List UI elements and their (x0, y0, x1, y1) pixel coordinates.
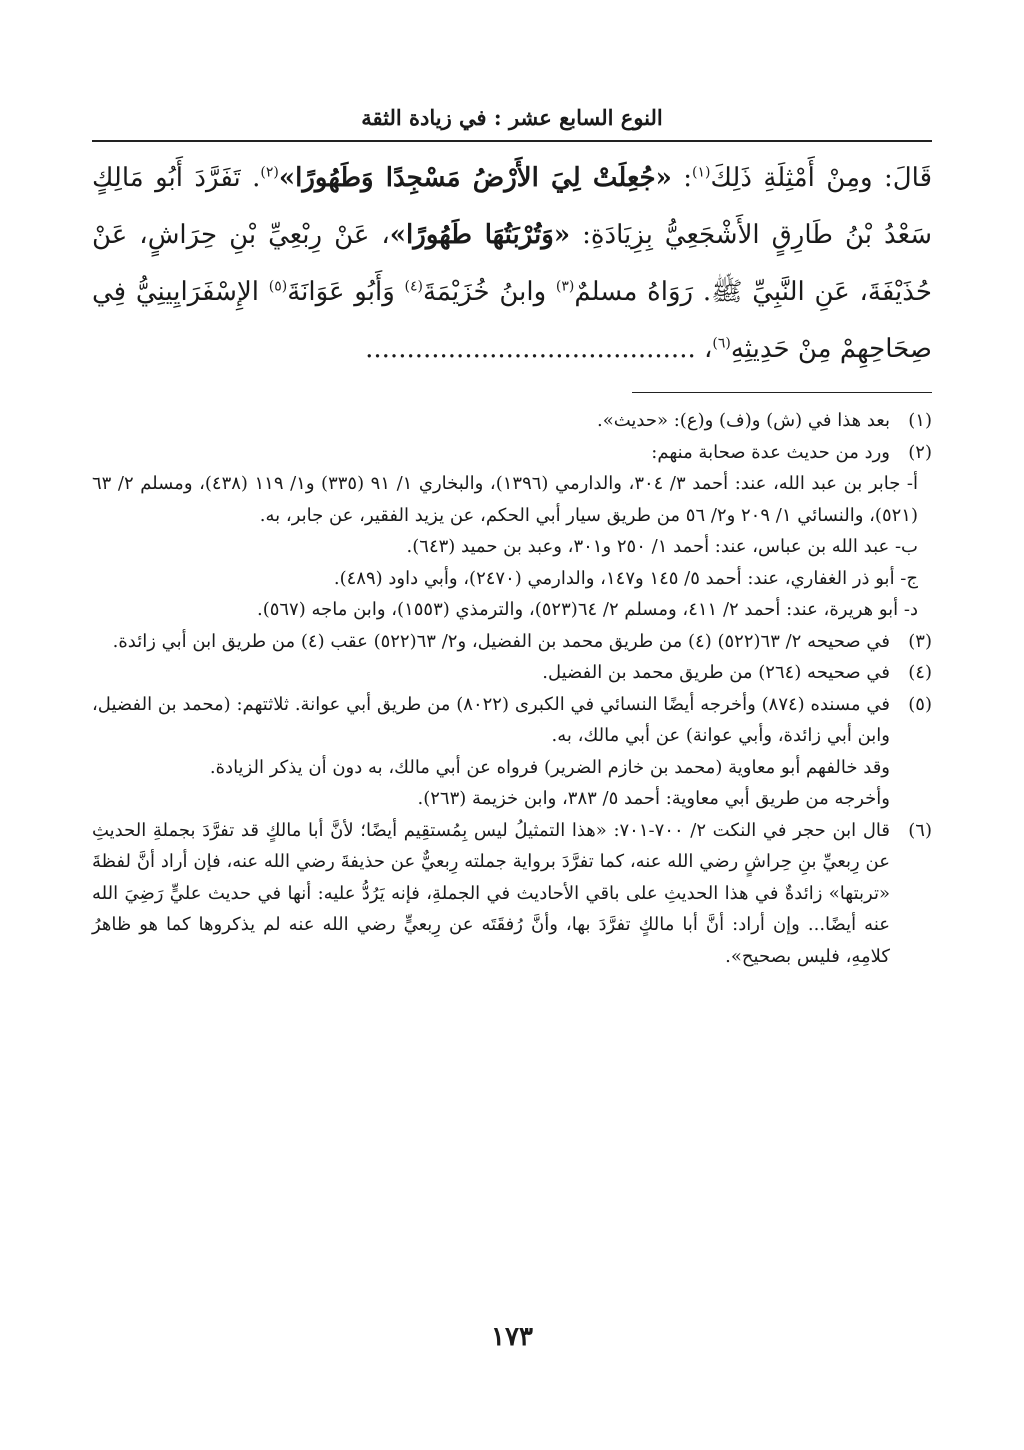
page-number: ١٧٣ (491, 1322, 533, 1352)
footnote-marker[interactable]: (٣) (555, 278, 575, 295)
footnote-marker[interactable]: (٢) (260, 164, 279, 181)
footnote-2-item-d: د- أبو هريرة، عند: أحمد ٢/ ٤١١، ومسلم ٢/ ٦٤(٥٢٣)، والترمذي (١٥٥٣)، وابن ماجه (٥٦٧). (256, 599, 918, 620)
footnote-3 (92, 626, 932, 658)
footnote-2 (92, 437, 932, 469)
footnote-marker[interactable]: (١) (692, 164, 711, 181)
footnote-4 (92, 657, 932, 689)
footnote-6 (92, 815, 932, 973)
footnote-number: (٣) (908, 630, 932, 652)
footnote-number: (١) (908, 410, 932, 431)
footnote-2-item-b: ب- عبد الله بن عباس، عند: أحمد ١/ ٢٥٠ و٣٠١، وعبد بن حميد (٦٤٣). (406, 536, 918, 557)
main-text-segment: : (671, 163, 693, 193)
footnote-number: (٢) (908, 441, 932, 463)
footnote-number: (٦) (908, 819, 932, 841)
hadith-quote: «وَتُرْبَتُهَا طَهُورًا» (389, 220, 571, 250)
footnote-text: وأخرجه من طريق أبي معاوية: أحمد ٥/ ٣٨٣، وابن خزيمة (٢٦٣). (417, 788, 890, 809)
footnote-2-item-c: ج- أبو ذر الغفاري، عند: أحمد ٥/ ١٤٥ و١٤٧، والدارمي (٢٤٧٠)، وأبي داود (٤٨٩). (333, 567, 918, 589)
footnote-1 (92, 405, 932, 437)
main-text-segment: وَأَبُو عَوَانَةَ (287, 277, 405, 307)
footnote-2-item-a: أ- جابر بن عبد الله، عند: أحمد ٣/ ٣٠٤، والدارمي (١٣٩٦)، والبخاري ١/ ٩١ (٣٣٥) و١/ ١١٩ (٤٣٨)، ومسلم ٢/ ٦٣ (٥٢١)، والنسائي ١/ ٢٠٩ و٢/ ٥٦ من طريق سيار أبي الحكم، عن يزيد الفقير، عن جابر، به. (92, 473, 919, 526)
main-text-segment: الإِسْفَرَايِينِيُّ فِي صِحَاحِهِمْ مِنْ حَدِيثِهِ (92, 277, 932, 364)
footnote-number: (٥) (908, 693, 932, 715)
book-page (92, 100, 932, 1430)
footnote-text: في صحيحه ٢/ ٦٣(٥٢٢) (٤) من طريق محمد بن الفضيل، و٢/ ٦٣(٥٢٢) عقب (٤) من طريق ابن أبي زائدة. (112, 630, 890, 652)
footnote-rule (632, 392, 932, 393)
header-rule (92, 140, 932, 142)
footnote-number: (٤) (908, 662, 932, 683)
main-text-segment: وابنُ خُزَيْمَةَ (422, 277, 556, 307)
footnote-text: قال ابن حجر في النكت ٢/ ٧٠٠-٧٠١: «هذا التمثيلُ ليس بِمُستقِيم أيضًا؛ لأنَّ أبا مالكٍ قد تفرَّدَ بجملةِ الحديثِ عن رِبعيِّ بنِ حِراشٍ رضي الله عنه، كما تفرَّدَ برواية جملته رِبعيٌّ عن حذيفةَ رضي الله عنه، فإن أراد أنَّ لفظةَ «تربتها» زائدةٌ في هذا الحديثِ على باقي الأحاديث في الجملةِ، فإنه يَرُدُّ عليه: أنها في حديث عليٍّ رَضِيَ الله عنه أيضًا... وإن أراد: أنَّ أبا مالكٍ تفرَّدَ بها، وأنَّ رُفقَتَه عن رِبعيٍّ رضي الله عنه لم يذكروها كما هو ظاهرُ كلامِهِ، فليس بصحيح». (92, 819, 890, 967)
footnote-text: في مسنده (٨٧٤) وأخرجه أيضًا النسائي في الكبرى (٨٠٢٢) من طريق أبي عوانة. ثلاثتهم: (محمد بن الفضيل، وابن أبي زائدة، وأبي عوانة) عن أبي مالك، به. (92, 693, 890, 746)
footnote-marker[interactable]: (٦) (712, 335, 731, 352)
main-text (92, 150, 932, 378)
footnote-text: وقد خالفهم أبو معاوية (محمد بن خازم الضرير) فرواه عن أبي مالك، به دون أن يذكر الزيادة. (209, 756, 890, 778)
footnotes (92, 405, 932, 972)
footnote-text: ورد من حديث عدة صحابة منهم: (651, 441, 890, 463)
footnote-text: في صحيحه (٢٦٤) من طريق محمد بن الفضيل. (542, 662, 890, 683)
footnote-marker[interactable]: (٥) (268, 278, 288, 295)
footnote-text: بعد هذا في (ش) و(ف) و(ع): «حديث». (597, 410, 890, 431)
running-header: النوع السابع عشر : في زيادة الثقة (361, 105, 663, 130)
main-text-segment: ، ........................................ (365, 334, 713, 364)
footnote-5 (92, 689, 932, 815)
main-text-segment: ، عَنْ رِبْعِيِّ بْنِ حِرَاشٍ، عَنْ حُذَيْفَةَ، عَنِ النَّبِيِّ ﷺ. رَوَاهُ مسلمٌ (92, 220, 932, 307)
hadith-quote: «جُعِلَتْ لِيَ الأَرْضُ مَسْجِدًا وَطَهُورًا» (278, 163, 672, 193)
main-text-segment: قَالَ: ومِنْ أَمْثِلَةِ ذَلِكَ (710, 163, 932, 193)
main-text-segment: . تَفَرَّدَ أَبُو مَالِكٍ سَعْدُ بْنُ طَارِقٍ الأَشْجَعِيُّ بِزِيَادَةِ: (92, 163, 932, 250)
footnote-marker[interactable]: (٤) (404, 278, 423, 295)
